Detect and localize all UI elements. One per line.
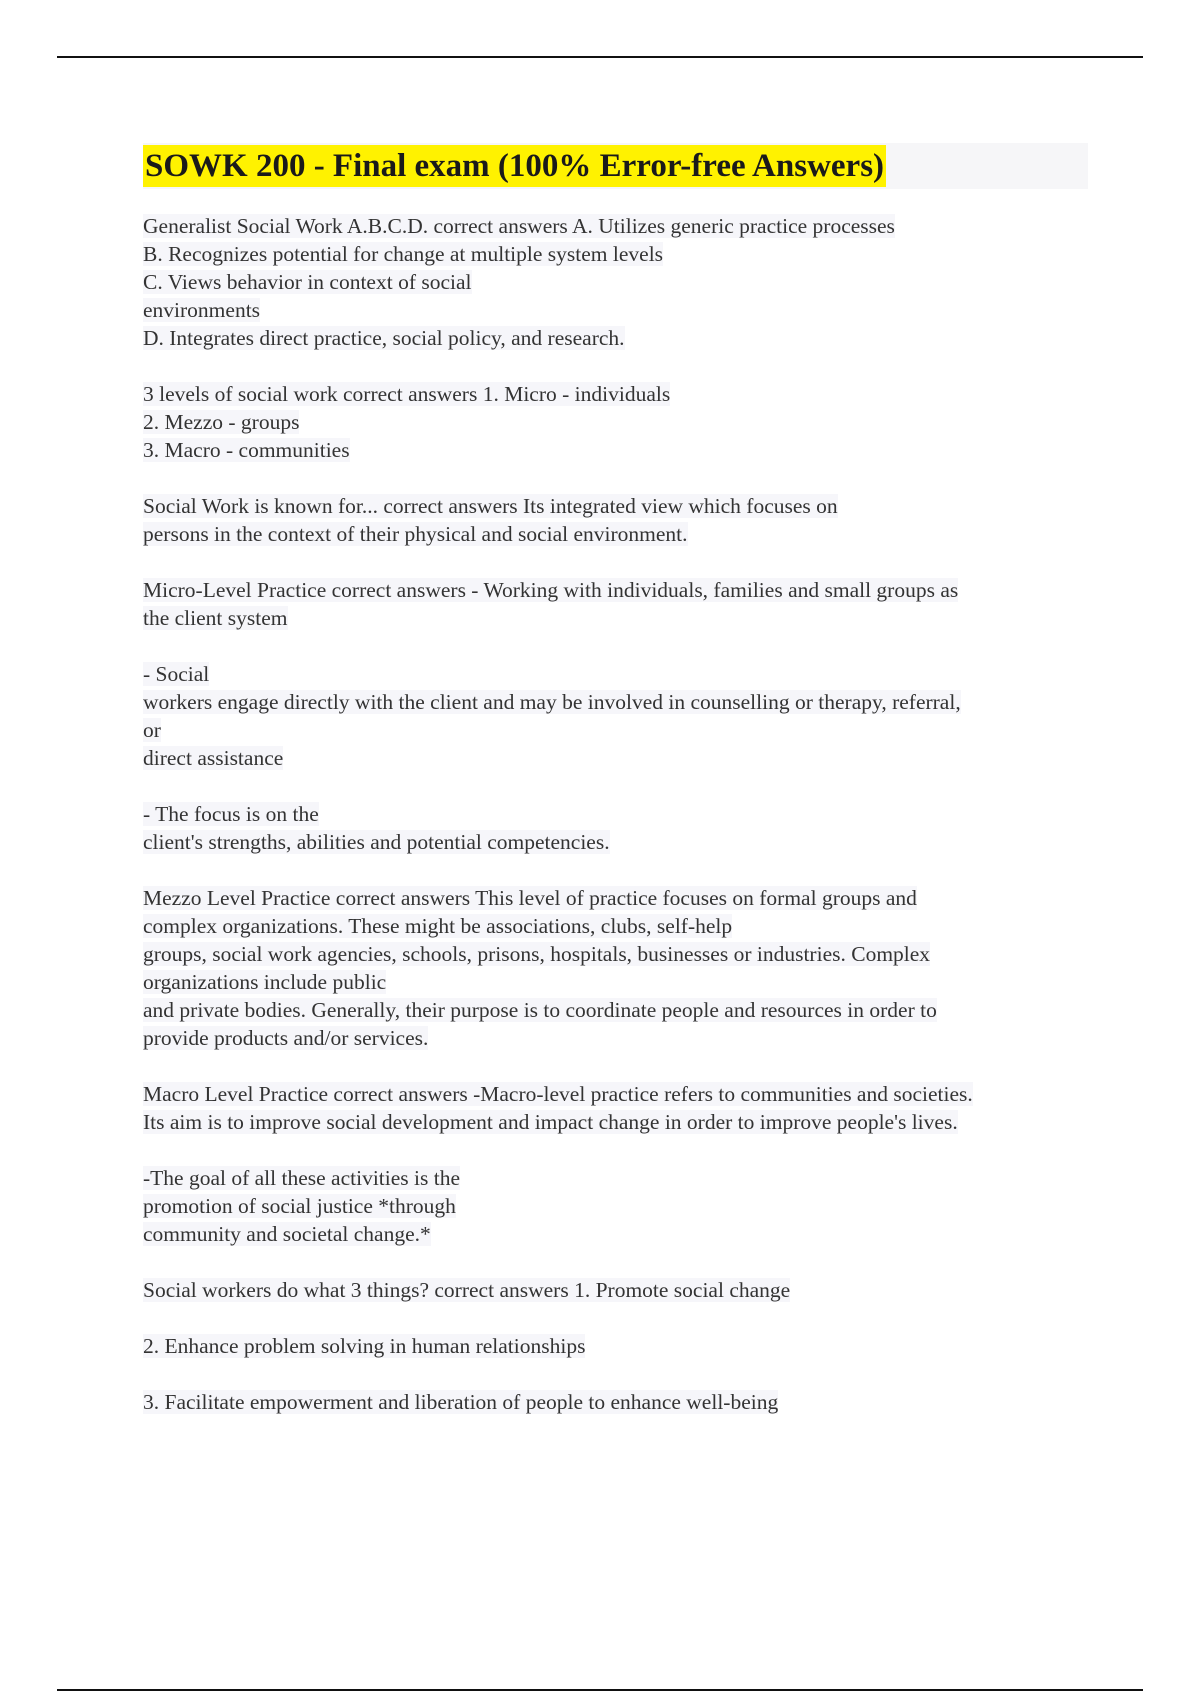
title-bar: [143, 143, 1088, 189]
paragraph: [143, 1164, 1093, 1248]
text-line-content: persons in the context of their physical and social environment.: [143, 522, 688, 546]
text-line: [143, 968, 1093, 996]
text-line: [143, 492, 1093, 520]
text-line: [143, 744, 1093, 772]
text-line-content: and private bodies. Generally, their purpose is to coordinate people and resources in order to: [143, 998, 937, 1022]
paragraph: [143, 1080, 1093, 1136]
text-line: [143, 576, 1093, 604]
text-line: [143, 1164, 1093, 1192]
text-line: [143, 828, 1093, 856]
text-line-content: 3. Macro - communities: [143, 438, 350, 462]
text-line: [143, 1388, 1093, 1416]
text-line: [143, 912, 1093, 940]
text-line-content: 3. Facilitate empowerment and liberation of people to enhance well-being: [143, 1390, 779, 1414]
text-line: [143, 436, 1093, 464]
paragraph: [143, 492, 1093, 548]
text-line: [143, 660, 1093, 688]
text-line: [143, 996, 1093, 1024]
text-line-content: Macro Level Practice correct answers -Macro-level practice refers to communities and societies.: [143, 1082, 973, 1106]
paragraph: [143, 576, 1093, 632]
text-line: [143, 1332, 1093, 1360]
paragraph: [143, 380, 1093, 464]
text-line: [143, 604, 1093, 632]
text-line-content: 2. Enhance problem solving in human relationships: [143, 1334, 586, 1358]
text-line-content: Social Work is known for... correct answers Its integrated view which focuses on: [143, 494, 838, 518]
text-line-content: workers engage directly with the client and may be involved in counselling or therapy, referral,: [143, 690, 961, 714]
paragraph: [143, 1388, 1093, 1416]
text-line: [143, 1108, 1093, 1136]
text-line-content: or: [143, 718, 161, 742]
text-line: [143, 940, 1093, 968]
text-line-content: direct assistance: [143, 746, 284, 770]
text-line-content: B. Recognizes potential for change at multiple system levels: [143, 242, 664, 266]
text-line-content: environments: [143, 298, 261, 322]
text-line-content: - The focus is on the: [143, 802, 319, 826]
document-content: [143, 143, 1093, 1444]
text-line-content: Its aim is to improve social development and impact change in order to improve people's lives.: [143, 1110, 958, 1134]
text-line: [143, 884, 1093, 912]
paragraph: [143, 212, 1093, 352]
text-line-content: 2. Mezzo - groups: [143, 410, 300, 434]
footer-rule: [57, 1689, 1143, 1691]
text-line-content: Social workers do what 3 things? correct answers 1. Promote social change: [143, 1278, 791, 1302]
text-line: [143, 1024, 1093, 1052]
paragraph: [143, 1332, 1093, 1360]
paragraph: [143, 800, 1093, 856]
text-line-content: C. Views behavior in context of social: [143, 270, 472, 294]
paragraph: [143, 1276, 1093, 1304]
header-rule: [57, 56, 1143, 58]
text-line: [143, 688, 1093, 716]
text-line: [143, 520, 1093, 548]
page-title: SOWK 200 - Final exam (100% Error-free Answers): [143, 145, 886, 187]
paragraph: [143, 884, 1093, 1052]
text-line-content: community and societal change.*: [143, 1222, 431, 1246]
text-line: [143, 800, 1093, 828]
text-line: [143, 716, 1093, 744]
text-line-content: provide products and/or services.: [143, 1026, 429, 1050]
text-line-content: the client system: [143, 606, 288, 630]
text-line-content: - Social: [143, 662, 210, 686]
text-line-content: complex organizations. These might be associations, clubs, self-help: [143, 914, 733, 938]
text-line-content: D. Integrates direct practice, social policy, and research.: [143, 326, 625, 350]
text-line: [143, 296, 1093, 324]
text-line-content: client's strengths, abilities and potential competencies.: [143, 830, 610, 854]
text-line-content: promotion of social justice *through: [143, 1194, 456, 1218]
text-line-content: 3 levels of social work correct answers 1. Micro - individuals: [143, 382, 671, 406]
text-line-content: Mezzo Level Practice correct answers This level of practice focuses on formal groups and: [143, 886, 917, 910]
text-line: [143, 380, 1093, 408]
text-line: [143, 212, 1093, 240]
text-line: [143, 324, 1093, 352]
document-body: [143, 212, 1093, 1416]
text-line: [143, 1080, 1093, 1108]
text-line: [143, 1220, 1093, 1248]
text-line-content: organizations include public: [143, 970, 387, 994]
text-line: [143, 408, 1093, 436]
text-line: [143, 268, 1093, 296]
text-line-content: Generalist Social Work A.B.C.D. correct answers A. Utilizes generic practice processes: [143, 214, 895, 238]
text-line: [143, 240, 1093, 268]
text-line: [143, 1192, 1093, 1220]
text-line-content: Micro-Level Practice correct answers - Working with individuals, families and small groups as: [143, 578, 959, 602]
paragraph: [143, 660, 1093, 772]
text-line: [143, 1276, 1093, 1304]
text-line-content: -The goal of all these activities is the: [143, 1166, 461, 1190]
text-line-content: groups, social work agencies, schools, prisons, hospitals, businesses or industries. Complex: [143, 942, 931, 966]
